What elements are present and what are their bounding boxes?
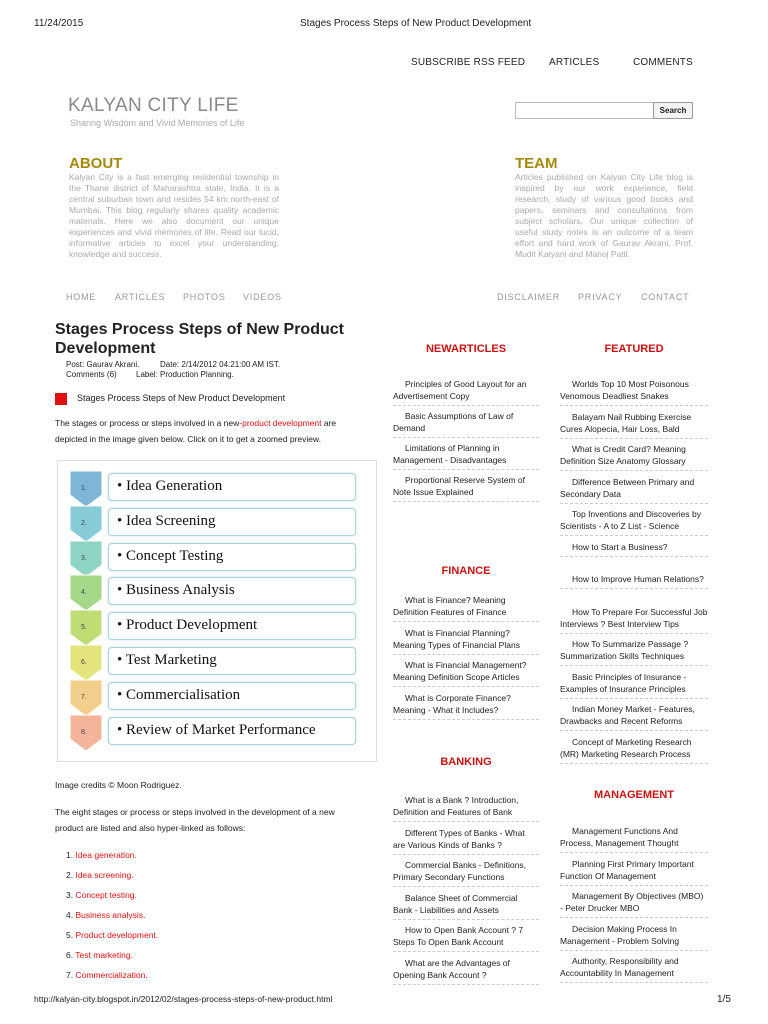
- step-box: [108, 717, 356, 745]
- sidebar-link[interactable]: Management By Objectives (MBO) - Peter Drucker MBO: [560, 890, 708, 918]
- sidebar-link[interactable]: Principles of Good Layout for an Advertisement Copy: [393, 378, 539, 406]
- step-label: • Product Development: [117, 617, 258, 634]
- search-input[interactable]: [515, 102, 655, 119]
- step-number: 7.: [81, 693, 87, 701]
- image-credits: Image credits © Moon Rodriguez.: [55, 780, 182, 790]
- step-list-number: 6.: [66, 950, 76, 960]
- sidebar-link[interactable]: Limitations of Planning in Management - Disadvantages: [393, 442, 539, 470]
- sidebar-link[interactable]: Basic Assumptions of Law of Demand: [393, 410, 539, 438]
- sidebar-link[interactable]: How To Prepare For Successful Job Interviews ? Best Interview Tips: [560, 606, 708, 634]
- print-page-number: 1/5: [717, 994, 731, 1005]
- step-list-number: 2.: [66, 870, 76, 880]
- step-list-link[interactable]: Concept testing.: [75, 890, 137, 900]
- step-number: 8.: [81, 728, 87, 736]
- step-box: [108, 612, 356, 640]
- sidebar-link[interactable]: What is Credit Card? Meaning Definition Size Anatomy Glossary: [560, 443, 708, 471]
- post-comments[interactable]: Comments (6): [66, 370, 117, 379]
- print-date: 11/24/2015: [34, 18, 84, 29]
- sidebar-link[interactable]: How to Start a Business?: [560, 541, 708, 557]
- step-list-number: 7.: [66, 970, 76, 980]
- nav-photos[interactable]: PHOTOS: [183, 292, 226, 302]
- step-list-link[interactable]: Idea screening.: [75, 870, 134, 880]
- sidebar-link[interactable]: What are the Advantages of Opening Bank Account ?: [393, 957, 539, 985]
- comments-link[interactable]: COMMENTS: [633, 57, 693, 68]
- sidebar-link[interactable]: What is Corporate Finance? Meaning - What it Includes?: [393, 692, 539, 720]
- sidebar-link[interactable]: What is Financial Planning? Meaning Types of Financial Plans: [393, 627, 539, 655]
- steps-list: [66, 850, 158, 990]
- sidebar-heading-new-articles: NEWARTICLES: [425, 343, 507, 355]
- subscribe-rss-link[interactable]: SUBSCRIBE RSS FEED: [411, 57, 526, 68]
- step-label: • Business Analysis: [117, 582, 235, 599]
- red-square-icon: [55, 393, 67, 405]
- step-list-number: 5.: [66, 930, 76, 940]
- post-banner: Stages Process Steps of New Product Development: [77, 393, 286, 403]
- print-url: http://kalyan-city.blogspot.in/2012/02/stages-process-steps-of-new-product.html: [34, 994, 333, 1004]
- post-date: Date: 2/14/2012 04:21:00 AM IST.: [160, 360, 281, 369]
- sidebar-link[interactable]: Commercial Banks - Definitions, Primary Secondary Functions: [393, 859, 539, 887]
- step-number: 2.: [81, 519, 87, 527]
- step-label: • Concept Testing: [117, 547, 224, 564]
- sidebar-link[interactable]: Decision Making Process In Management - Problem Solving: [560, 923, 708, 951]
- step-number: 1.: [81, 485, 87, 492]
- post-intro-line2: depicted in the image given below. Click on it to get a zoomed preview.: [55, 434, 322, 444]
- step-number: 3.: [81, 554, 87, 562]
- post-para-line2: product are listed and also hyper-linked as follows:: [55, 823, 246, 833]
- step-box: [108, 473, 356, 501]
- step-list-number: 1.: [66, 850, 76, 860]
- step-list-link[interactable]: Product development.: [75, 930, 159, 940]
- step-label: • Idea Generation: [117, 478, 223, 494]
- post-intro: [55, 415, 375, 431]
- step-list-item: [66, 850, 158, 870]
- step-list-link[interactable]: Business analysis.: [75, 910, 146, 920]
- step-list-item: [66, 930, 158, 950]
- sidebar-link[interactable]: Top Inventions and Discoveries by Scientists - A to Z List - Science: [560, 508, 708, 536]
- step-number: 5.: [81, 624, 87, 632]
- intro-text-end: are: [321, 418, 337, 428]
- nav-privacy[interactable]: PRIVACY: [578, 292, 623, 302]
- step-list-number: 4.: [66, 910, 76, 920]
- step-box: [108, 682, 356, 710]
- product-development-link[interactable]: product development: [242, 418, 322, 428]
- sidebar-link[interactable]: Concept of Marketing Research (MR) Marketing Research Process: [560, 736, 708, 764]
- sidebar-link[interactable]: Planning First Primary Important Function Of Management: [560, 858, 708, 886]
- sidebar-link[interactable]: What is Finance? Meaning Definition Features of Finance: [393, 594, 539, 622]
- articles-link[interactable]: ARTICLES: [549, 57, 600, 68]
- step-list-item: [66, 970, 158, 990]
- nav-articles[interactable]: ARTICLES: [115, 292, 166, 302]
- step-label: • Idea Screening: [117, 512, 216, 529]
- sidebar-link[interactable]: How to Open Bank Account ? 7 Steps To Open Bank Account: [393, 924, 539, 952]
- sidebar-link[interactable]: Basic Principles of Insurance - Examples of Insurance Principles: [560, 671, 708, 699]
- step-number: 6.: [81, 659, 87, 666]
- sidebar-heading-banking: BANKING: [440, 756, 492, 768]
- sidebar-link[interactable]: How to Improve Human Relations?: [560, 573, 708, 589]
- step-number: 4.: [81, 589, 87, 597]
- about-text: Kalyan City is a fast emerging residential township in the Thane district of Maharashtra state, India. It is a central suburban town and resides 54 km north-east of Mumbai. This blog regularly shares quality academic materials. Here we also document our unique experiences and vivid memories of life. Read our lucid, informative articles to excel your understanding, knowledge and success.: [69, 172, 279, 259]
- step-label: • Test Marketing: [117, 652, 217, 668]
- sidebar-link[interactable]: Worlds Top 10 Most Poisonous Venomous Deadliest Snakes: [560, 378, 708, 406]
- step-list-link[interactable]: Test marketing.: [75, 950, 133, 960]
- nav-disclaimer[interactable]: DISCLAIMER: [497, 292, 561, 302]
- step-label: • Review of Market Performance: [117, 721, 316, 738]
- sidebar-heading-featured: FEATURED: [604, 343, 664, 355]
- team-heading: TEAM: [515, 155, 558, 172]
- step-list-number: 3.: [66, 890, 76, 900]
- step-label: • Commercialisation: [117, 686, 241, 703]
- sidebar-link[interactable]: Balance Sheet of Commercial Bank - Liabilities and Assets: [393, 892, 539, 920]
- sidebar-link[interactable]: Proportional Reserve System of Note Issue Explained: [393, 474, 539, 502]
- site-subtitle: Sharing Wisdom and Vivid Memories of Life: [70, 118, 245, 128]
- post-title: Stages Process Steps of New Product Development: [55, 321, 344, 357]
- sidebar-link[interactable]: Difference Between Primary and Secondary Data: [560, 476, 708, 504]
- sidebar-link[interactable]: Indian Money Market - Features, Drawbacks and Recent Reforms: [560, 703, 708, 731]
- sidebar-link[interactable]: Different Types of Banks - What are Various Kinds of Banks ?: [393, 827, 539, 855]
- nav-contact[interactable]: CONTACT: [641, 292, 690, 302]
- step-list-link[interactable]: Commercialization.: [75, 970, 148, 980]
- search-button[interactable]: Search: [653, 102, 693, 119]
- intro-text: The stages or process or steps involved in a new-: [55, 418, 243, 428]
- sidebar-link[interactable]: What is a Bank ? Introduction, Definition and Features of Bank: [393, 794, 539, 822]
- team-text: Articles published on Kalyan City Life blog is inspired by our work experience, field research, study of various good books and papers, seminars and consultations from subject scholars. Our unique collection of useful study notes is an outcome of a team effort and hard work of Gaurav Akrani, Prof. Mudit Katyani and Manoj Patil.: [515, 172, 693, 259]
- post-author: Post: Gaurav Akrani.: [66, 360, 140, 369]
- sidebar-link[interactable]: Authority, Responsibility and Accountability In Management: [560, 955, 708, 983]
- sidebar-link[interactable]: What is Financial Management? Meaning Definition Scope Articles: [393, 659, 539, 687]
- site-title[interactable]: KALYAN CITY LIFE: [68, 95, 239, 116]
- sidebar-heading-management: MANAGEMENT: [593, 789, 675, 801]
- sidebar-heading-finance: FINANCE: [441, 565, 491, 577]
- step-list-item: [66, 870, 158, 890]
- post-para-line1: The eight stages or process or steps involved in the development of a new: [55, 807, 335, 817]
- post-label[interactable]: Label: Production Planning.: [136, 370, 234, 379]
- step-list-link[interactable]: Idea generation.: [75, 850, 137, 860]
- npd-stages-diagram[interactable]: [57, 460, 377, 762]
- sidebar-link[interactable]: Balayam Nail Rubbing Exercise Cures Alopecia, Hair Loss, Bald: [560, 411, 708, 439]
- step-box: [108, 508, 356, 536]
- step-box: [108, 577, 356, 605]
- step-list-item: [66, 910, 158, 930]
- nav-videos[interactable]: VIDEOS: [243, 292, 282, 302]
- sidebar-link[interactable]: How To Summarize Passage ? Summarization Skills Techniques: [560, 638, 708, 666]
- step-list-item: [66, 890, 158, 910]
- step-box: [108, 647, 356, 675]
- print-title: Stages Process Steps of New Product Development: [300, 18, 532, 29]
- sidebar-link[interactable]: Management Functions And Process, Management Thought: [560, 825, 708, 853]
- nav-home[interactable]: HOME: [66, 292, 97, 302]
- step-box: [108, 543, 356, 571]
- about-heading: ABOUT: [69, 155, 123, 172]
- step-list-item: [66, 950, 158, 970]
